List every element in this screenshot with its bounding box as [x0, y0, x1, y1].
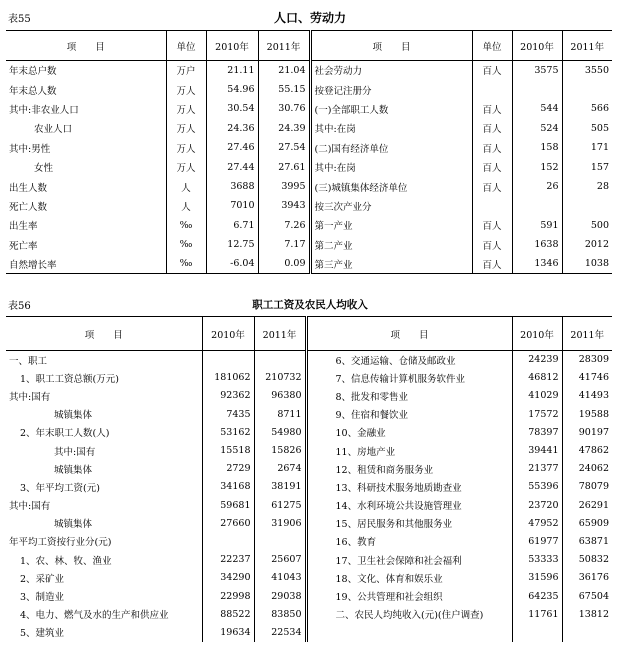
row-label: 年末总人数: [9, 85, 57, 97]
value-2010: 158: [512, 138, 562, 157]
row-label: 12、租赁和商务服务业: [306, 460, 512, 478]
value-2010: 15518: [202, 441, 254, 459]
table-row: [6, 235, 612, 254]
value-2011: 24062: [562, 460, 612, 478]
row-label: 6、交通运输、仓储及邮政业: [306, 351, 512, 369]
table-row: [6, 405, 612, 423]
value-2010: 54.96: [206, 80, 258, 99]
row-unit: 百人: [472, 61, 512, 80]
row-label: (一)全部职工人数: [310, 99, 472, 118]
value-2010: 53162: [202, 423, 254, 441]
row-label: 18、文化、体育和娱乐业: [306, 569, 512, 587]
table-row: [6, 441, 612, 459]
value-2011: 54980: [254, 423, 306, 441]
value-2010: [512, 80, 562, 99]
value-2011: 67504: [562, 587, 612, 605]
row-unit: 百人: [472, 235, 512, 254]
value-2011: 13812: [562, 605, 612, 623]
row-label: 其中:国有: [9, 391, 51, 403]
row-unit: 百人: [472, 177, 512, 196]
value-2011: 65909: [562, 514, 612, 532]
value-2011: 171: [562, 138, 612, 157]
value-2011: [254, 532, 306, 550]
value-2010: 61977: [512, 532, 562, 550]
table-row: [6, 196, 612, 215]
row-label: 其中:在岗: [310, 157, 472, 176]
value-2011: 7.26: [258, 216, 310, 235]
table-row: [6, 551, 612, 569]
value-2010: 53333: [512, 551, 562, 569]
row-label: 农业人口: [34, 124, 73, 136]
value-2011: 500: [562, 216, 612, 235]
row-label: 16、教育: [306, 532, 512, 550]
row-label: (二)国有经济单位: [310, 138, 472, 157]
row-label: 死亡率: [9, 240, 38, 252]
row-unit: 百人: [472, 157, 512, 176]
value-2011: 157: [562, 157, 612, 176]
value-2011: 2012: [562, 235, 612, 254]
value-2011: 47862: [562, 441, 612, 459]
row-unit: 百人: [472, 119, 512, 138]
value-2011: 3943: [258, 196, 310, 215]
table-row: [6, 605, 612, 623]
row-label: 2、采矿业: [20, 573, 65, 585]
row-label: [306, 623, 512, 641]
table56-label: 表56: [8, 301, 31, 312]
row-label: 15、居民服务和其他服务业: [306, 514, 512, 532]
row-label: 3、制造业: [20, 592, 65, 604]
value-2010: -6.04: [206, 254, 258, 273]
row-label: 出生率: [9, 221, 38, 233]
value-2011: 27.61: [258, 157, 310, 176]
row-unit: 百人: [472, 99, 512, 118]
value-2010: 27.44: [206, 157, 258, 176]
row-label: 一、职工: [9, 355, 48, 367]
row-label: 按登记注册分: [310, 80, 472, 99]
value-2011: 41746: [562, 369, 612, 387]
row-unit: 万人: [166, 119, 206, 138]
row-label: 按三次产业分: [310, 196, 472, 215]
row-label: 女性: [34, 163, 54, 175]
table-row: [6, 351, 612, 369]
value-2010: 34168: [202, 478, 254, 496]
row-label: 城镇集体: [54, 519, 93, 531]
t55-header-unit-right: 单位: [472, 31, 512, 61]
row-label: 死亡人数: [9, 201, 48, 213]
row-label: 2、年末职工人数(人): [20, 428, 110, 440]
row-unit: 万户: [166, 61, 206, 80]
value-2011: [562, 196, 612, 215]
row-label: 其中:在岗: [310, 119, 472, 138]
value-2010: 26: [512, 177, 562, 196]
value-2011: [562, 623, 612, 641]
value-2010: 22998: [202, 587, 254, 605]
value-2011: 38191: [254, 478, 306, 496]
row-label: 5、建筑业: [20, 628, 65, 640]
t56-header-2010-right: 2010年: [512, 317, 562, 351]
t56-header-2011-right: 2011年: [562, 317, 612, 351]
row-label: 10、金融业: [306, 423, 512, 441]
table-row: [6, 460, 612, 478]
value-2010: 7435: [202, 405, 254, 423]
value-2011: 1038: [562, 254, 612, 273]
row-label: 城镇集体: [54, 464, 93, 476]
row-label: 二、农民人均纯收入(元)(住户调查): [306, 605, 512, 623]
value-2010: 1638: [512, 235, 562, 254]
value-2011: [254, 351, 306, 369]
row-unit: 百人: [472, 138, 512, 157]
value-2011: 0.09: [258, 254, 310, 273]
value-2011: 28: [562, 177, 612, 196]
value-2011: 24.39: [258, 119, 310, 138]
value-2010: 2729: [202, 460, 254, 478]
value-2010: 181062: [202, 369, 254, 387]
value-2010: 34290: [202, 569, 254, 587]
table56-title: 职工工资及农民人均收入: [252, 299, 368, 311]
row-label: 第三产业: [310, 254, 472, 273]
value-2011: 78079: [562, 478, 612, 496]
value-2011: 29038: [254, 587, 306, 605]
value-2011: 7.17: [258, 235, 310, 254]
table-row: [6, 496, 612, 514]
row-label: 7、信息传输计算机服务软件业: [306, 369, 512, 387]
table-row: [6, 587, 612, 605]
value-2011: 50832: [562, 551, 612, 569]
row-label: 自然增长率: [6, 254, 166, 273]
row-label: 17、卫生社会保障和社会福利: [306, 551, 512, 569]
table-row: [6, 532, 612, 550]
row-label: 其中:男性: [9, 143, 51, 155]
row-label: 城镇集体: [54, 410, 93, 422]
table-row: [6, 138, 612, 157]
value-2011: 3995: [258, 177, 310, 196]
row-unit: 百人: [472, 254, 512, 273]
table-row: [6, 369, 612, 387]
value-2011: 19588: [562, 405, 612, 423]
table-row: [6, 99, 612, 118]
table-56: [6, 316, 612, 642]
row-label: 社会劳动力: [310, 61, 472, 80]
row-label: 1、职工工资总额(万元): [20, 373, 119, 385]
t56-header-2010: 2010年: [202, 317, 254, 351]
row-label: 出生人数: [9, 182, 48, 194]
value-2010: 78397: [512, 423, 562, 441]
row-unit: 万人: [166, 157, 206, 176]
row-label: 1、农、林、牧、渔业: [20, 555, 112, 567]
row-label: 其中:国有: [9, 501, 51, 513]
row-unit: 人: [166, 177, 206, 196]
table-row: [6, 423, 612, 441]
table55-label: 表55: [8, 14, 31, 25]
table-row: [6, 387, 612, 405]
table-row: [6, 623, 612, 641]
value-2011: [562, 80, 612, 99]
value-2010: 92362: [202, 387, 254, 405]
value-2011: 2674: [254, 460, 306, 478]
row-unit: [472, 80, 512, 99]
row-label: 19、公共管理和社会组织: [306, 587, 512, 605]
row-label: 第二产业: [310, 235, 472, 254]
row-unit: 万人: [166, 99, 206, 118]
value-2011: 83850: [254, 605, 306, 623]
table-row: [6, 61, 612, 80]
t56-header-item: 项 目: [6, 317, 202, 351]
row-label: 11、房地产业: [306, 441, 512, 459]
value-2011: 61275: [254, 496, 306, 514]
table-row: [6, 478, 612, 496]
value-2010: 19634: [202, 623, 254, 641]
t55-header-2011-right: 2011年: [562, 31, 612, 61]
value-2010: 12.75: [206, 235, 258, 254]
value-2010: 3688: [206, 177, 258, 196]
value-2011: 28309: [562, 351, 612, 369]
value-2010: 7010: [206, 196, 258, 215]
value-2010: 27660: [202, 514, 254, 532]
t55-header-2011: 2011年: [258, 31, 310, 61]
row-label: 其中:国有: [54, 446, 96, 458]
table-row: [6, 157, 612, 176]
value-2010: 152: [512, 157, 562, 176]
value-2010: [202, 532, 254, 550]
value-2011: 210732: [254, 369, 306, 387]
value-2010: 524: [512, 119, 562, 138]
value-2011: 41043: [254, 569, 306, 587]
value-2010: 46812: [512, 369, 562, 387]
value-2010: [512, 623, 562, 641]
row-label: 年平均工资按行业分(元): [9, 537, 112, 549]
value-2011: 25607: [254, 551, 306, 569]
value-2010: 23720: [512, 496, 562, 514]
row-label: 13、科研技术服务地质勘查业: [306, 478, 512, 496]
value-2011: 96380: [254, 387, 306, 405]
value-2010: 55396: [512, 478, 562, 496]
t55-header-2010-right: 2010年: [512, 31, 562, 61]
row-unit: 万人: [166, 80, 206, 99]
value-2011: 55.15: [258, 80, 310, 99]
row-label: 其中:非农业人口: [9, 104, 79, 116]
value-2010: 27.46: [206, 138, 258, 157]
value-2011: 63871: [562, 532, 612, 550]
value-2010: 544: [512, 99, 562, 118]
t55-header-unit: 单位: [166, 31, 206, 61]
value-2010: 30.54: [206, 99, 258, 118]
row-unit: 万人: [166, 138, 206, 157]
value-2011: 21.04: [258, 61, 310, 80]
value-2010: 1346: [512, 254, 562, 273]
row-unit: [472, 196, 512, 215]
value-2010: 47952: [512, 514, 562, 532]
value-2010: 21377: [512, 460, 562, 478]
table-row: [6, 216, 612, 235]
t56-header-item-right: 项 目: [306, 317, 512, 351]
row-unit: ‰: [166, 235, 206, 254]
row-unit: ‰: [166, 216, 206, 235]
t55-header-2010: 2010年: [206, 31, 258, 61]
value-2011: 90197: [562, 423, 612, 441]
table55-title: 人口、劳动力: [273, 11, 346, 25]
table-55: [6, 30, 612, 274]
value-2010: 31596: [512, 569, 562, 587]
t55-header-item-right: 项 目: [310, 31, 472, 61]
table-row: [6, 254, 612, 273]
value-2011: 3550: [562, 61, 612, 80]
value-2010: 41029: [512, 387, 562, 405]
value-2010: 17572: [512, 405, 562, 423]
row-unit: 人: [166, 196, 206, 215]
table-row: [6, 119, 612, 138]
value-2010: 39441: [512, 441, 562, 459]
value-2010: 22237: [202, 551, 254, 569]
value-2011: 22534: [254, 623, 306, 641]
t55-header-item: 项 目: [6, 31, 166, 61]
value-2010: 6.71: [206, 216, 258, 235]
row-unit: 百人: [472, 216, 512, 235]
table-row: [6, 569, 612, 587]
value-2011: 36176: [562, 569, 612, 587]
value-2011: 30.76: [258, 99, 310, 118]
value-2011: 566: [562, 99, 612, 118]
value-2010: 64235: [512, 587, 562, 605]
t56-header-2011: 2011年: [254, 317, 306, 351]
value-2010: 59681: [202, 496, 254, 514]
value-2011: 31906: [254, 514, 306, 532]
table-row: [6, 177, 612, 196]
value-2011: 27.54: [258, 138, 310, 157]
value-2010: 88522: [202, 605, 254, 623]
row-label: 14、水利环境公共设施管理业: [306, 496, 512, 514]
value-2010: 24239: [512, 351, 562, 369]
row-label: 年末总户数: [9, 66, 57, 78]
value-2010: 591: [512, 216, 562, 235]
row-label: 9、住宿和餐饮业: [306, 405, 512, 423]
row-unit: ‰: [166, 254, 206, 273]
value-2011: 26291: [562, 496, 612, 514]
value-2010: [202, 351, 254, 369]
value-2010: 11761: [512, 605, 562, 623]
value-2010: [512, 196, 562, 215]
value-2010: 3575: [512, 61, 562, 80]
row-label: (三)城镇集体经济单位: [310, 177, 472, 196]
row-label: 4、电力、燃气及水的生产和供应业: [20, 610, 169, 622]
row-label: 第一产业: [310, 216, 472, 235]
row-label: 3、年平均工资(元): [20, 482, 100, 494]
value-2011: 41493: [562, 387, 612, 405]
value-2011: 8711: [254, 405, 306, 423]
value-2011: 505: [562, 119, 612, 138]
value-2010: 24.36: [206, 119, 258, 138]
table-row: [6, 80, 612, 99]
row-label: 8、批发和零售业: [306, 387, 512, 405]
value-2010: 21.11: [206, 61, 258, 80]
table-row: [6, 514, 612, 532]
value-2011: 15826: [254, 441, 306, 459]
